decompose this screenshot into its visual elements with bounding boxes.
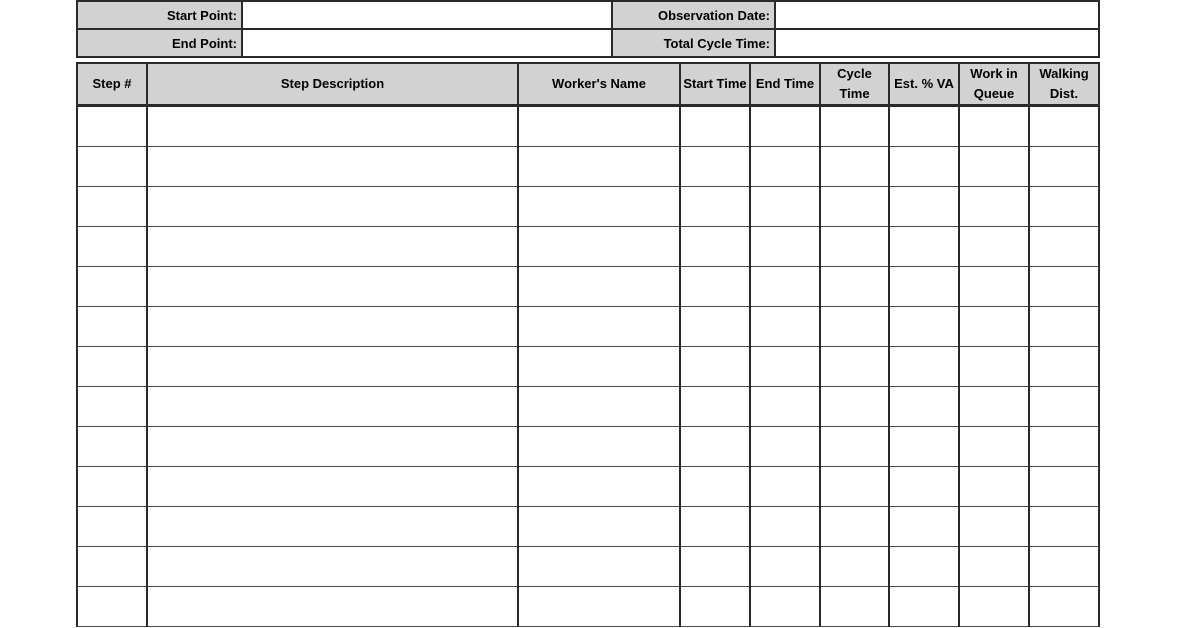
- table-cell-work-queue[interactable]: [959, 427, 1029, 467]
- table-cell-cycle-time[interactable]: [820, 147, 889, 187]
- table-cell-end-time[interactable]: [750, 507, 820, 547]
- table-cell-description[interactable]: [147, 307, 518, 347]
- table-cell-walking-dist[interactable]: [1029, 267, 1099, 307]
- table-cell-step[interactable]: [77, 387, 147, 427]
- table-cell-description[interactable]: [147, 427, 518, 467]
- table-cell-end-time[interactable]: [750, 547, 820, 587]
- table-row: [77, 387, 1099, 427]
- table-cell-est-va[interactable]: [889, 507, 959, 547]
- table-cell-est-va[interactable]: [889, 347, 959, 387]
- info-row-start: [77, 1, 1099, 29]
- table-cell-step[interactable]: [77, 147, 147, 187]
- table-cell-description[interactable]: [147, 347, 518, 387]
- table-row: [77, 267, 1099, 307]
- table-cell-start-time[interactable]: [680, 106, 750, 147]
- table-cell-worker[interactable]: [518, 427, 680, 467]
- end-point-label: End Point:: [77, 29, 242, 57]
- table-cell-walking-dist[interactable]: [1029, 347, 1099, 387]
- table-cell-walking-dist[interactable]: [1029, 587, 1099, 627]
- table-cell-cycle-time[interactable]: [820, 427, 889, 467]
- observation-date-label: Observation Date:: [612, 1, 775, 29]
- total-cycle-time-field[interactable]: [775, 29, 1099, 57]
- table-cell-description[interactable]: [147, 147, 518, 187]
- table-cell-end-time[interactable]: [750, 227, 820, 267]
- table-cell-worker[interactable]: [518, 147, 680, 187]
- table-cell-description[interactable]: [147, 467, 518, 507]
- table-cell-worker[interactable]: [518, 467, 680, 507]
- start-point-field[interactable]: [242, 1, 612, 29]
- table-cell-description[interactable]: [147, 387, 518, 427]
- info-row-end: [77, 29, 1099, 57]
- table-cell-description[interactable]: [147, 227, 518, 267]
- column-header-work-queue: Work in Queue: [959, 63, 1029, 106]
- table-cell-work-queue[interactable]: [959, 587, 1029, 627]
- table-cell-cycle-time[interactable]: [820, 587, 889, 627]
- table-cell-cycle-time[interactable]: [820, 187, 889, 227]
- table-cell-start-time[interactable]: [680, 187, 750, 227]
- table-cell-walking-dist[interactable]: [1029, 387, 1099, 427]
- table-cell-est-va[interactable]: [889, 227, 959, 267]
- table-cell-step[interactable]: [77, 587, 147, 627]
- table-row: [77, 106, 1099, 147]
- table-cell-step[interactable]: [77, 547, 147, 587]
- table-cell-start-time[interactable]: [680, 587, 750, 627]
- column-header-description: Step Description: [147, 63, 518, 106]
- table-cell-walking-dist[interactable]: [1029, 147, 1099, 187]
- table-cell-description[interactable]: [147, 587, 518, 627]
- table-cell-cycle-time[interactable]: [820, 307, 889, 347]
- observation-table: [76, 62, 1100, 627]
- table-cell-end-time[interactable]: [750, 187, 820, 227]
- table-row: [77, 467, 1099, 507]
- table-cell-end-time[interactable]: [750, 267, 820, 307]
- column-header-walking-dist: Walking Dist.: [1029, 63, 1099, 106]
- table-cell-work-queue[interactable]: [959, 387, 1029, 427]
- column-header-end-time: End Time: [750, 63, 820, 106]
- table-cell-start-time[interactable]: [680, 507, 750, 547]
- table-cell-work-queue[interactable]: [959, 267, 1029, 307]
- table-cell-cycle-time[interactable]: [820, 467, 889, 507]
- table-cell-step[interactable]: [77, 187, 147, 227]
- table-cell-work-queue[interactable]: [959, 467, 1029, 507]
- table-row: [77, 587, 1099, 627]
- table-cell-description[interactable]: [147, 106, 518, 147]
- column-header-est-va: Est. % VA: [889, 63, 959, 106]
- table-body: [77, 106, 1099, 627]
- table-row: [77, 147, 1099, 187]
- table-cell-est-va[interactable]: [889, 106, 959, 147]
- table-cell-est-va[interactable]: [889, 427, 959, 467]
- observation-date-field[interactable]: [775, 1, 1099, 29]
- table-cell-work-queue[interactable]: [959, 307, 1029, 347]
- header-info-table: [76, 0, 1100, 58]
- table-cell-worker[interactable]: [518, 507, 680, 547]
- table-cell-end-time[interactable]: [750, 587, 820, 627]
- table-header-row: [77, 63, 1099, 106]
- table-row: [77, 547, 1099, 587]
- table-cell-start-time[interactable]: [680, 307, 750, 347]
- table-cell-start-time[interactable]: [680, 547, 750, 587]
- table-cell-step[interactable]: [77, 347, 147, 387]
- table-cell-cycle-time[interactable]: [820, 547, 889, 587]
- table-row: [77, 227, 1099, 267]
- table-cell-work-queue[interactable]: [959, 347, 1029, 387]
- table-cell-step[interactable]: [77, 106, 147, 147]
- table-cell-worker[interactable]: [518, 106, 680, 147]
- table-cell-start-time[interactable]: [680, 347, 750, 387]
- column-header-cycle-time: Cycle Time: [820, 63, 889, 106]
- table-cell-end-time[interactable]: [750, 347, 820, 387]
- table-cell-work-queue[interactable]: [959, 106, 1029, 147]
- table-cell-start-time[interactable]: [680, 227, 750, 267]
- table-cell-end-time[interactable]: [750, 427, 820, 467]
- table-cell-cycle-time[interactable]: [820, 387, 889, 427]
- table-cell-est-va[interactable]: [889, 547, 959, 587]
- table-cell-step[interactable]: [77, 267, 147, 307]
- table-cell-work-queue[interactable]: [959, 187, 1029, 227]
- table-cell-end-time[interactable]: [750, 387, 820, 427]
- table-cell-walking-dist[interactable]: [1029, 547, 1099, 587]
- table-cell-end-time[interactable]: [750, 467, 820, 507]
- table-row: [77, 427, 1099, 467]
- table-cell-worker[interactable]: [518, 547, 680, 587]
- table-cell-step[interactable]: [77, 467, 147, 507]
- table-cell-walking-dist[interactable]: [1029, 106, 1099, 147]
- table-cell-walking-dist[interactable]: [1029, 427, 1099, 467]
- table-cell-est-va[interactable]: [889, 147, 959, 187]
- table-cell-walking-dist[interactable]: [1029, 467, 1099, 507]
- table-cell-est-va[interactable]: [889, 387, 959, 427]
- end-point-field[interactable]: [242, 29, 612, 57]
- table-cell-start-time[interactable]: [680, 467, 750, 507]
- table-cell-worker[interactable]: [518, 227, 680, 267]
- table-cell-start-time[interactable]: [680, 267, 750, 307]
- table-cell-cycle-time[interactable]: [820, 267, 889, 307]
- total-cycle-time-label: Total Cycle Time:: [612, 29, 775, 57]
- table-row: [77, 187, 1099, 227]
- table-cell-walking-dist[interactable]: [1029, 307, 1099, 347]
- table-cell-work-queue[interactable]: [959, 147, 1029, 187]
- table-cell-worker[interactable]: [518, 187, 680, 227]
- table-cell-walking-dist[interactable]: [1029, 227, 1099, 267]
- table-cell-work-queue[interactable]: [959, 507, 1029, 547]
- table-cell-est-va[interactable]: [889, 467, 959, 507]
- table-cell-walking-dist[interactable]: [1029, 507, 1099, 547]
- table-row: [77, 347, 1099, 387]
- table-cell-cycle-time[interactable]: [820, 227, 889, 267]
- column-header-step: Step #: [77, 63, 147, 106]
- table-cell-end-time[interactable]: [750, 106, 820, 147]
- table-cell-step[interactable]: [77, 507, 147, 547]
- table-cell-description[interactable]: [147, 187, 518, 227]
- table-cell-est-va[interactable]: [889, 267, 959, 307]
- table-cell-est-va[interactable]: [889, 587, 959, 627]
- table-cell-worker[interactable]: [518, 587, 680, 627]
- table-cell-worker[interactable]: [518, 387, 680, 427]
- table-cell-work-queue[interactable]: [959, 227, 1029, 267]
- table-cell-cycle-time[interactable]: [820, 106, 889, 147]
- table-row: [77, 307, 1099, 347]
- table-cell-start-time[interactable]: [680, 427, 750, 467]
- column-header-worker: Worker's Name: [518, 63, 680, 106]
- table-cell-step[interactable]: [77, 307, 147, 347]
- table-cell-step[interactable]: [77, 427, 147, 467]
- table-cell-work-queue[interactable]: [959, 547, 1029, 587]
- table-cell-worker[interactable]: [518, 347, 680, 387]
- start-point-label: Start Point:: [77, 1, 242, 29]
- table-cell-worker[interactable]: [518, 267, 680, 307]
- table-cell-start-time[interactable]: [680, 387, 750, 427]
- table-cell-worker[interactable]: [518, 307, 680, 347]
- table-cell-start-time[interactable]: [680, 147, 750, 187]
- table-cell-est-va[interactable]: [889, 307, 959, 347]
- column-header-start-time: Start Time: [680, 63, 750, 106]
- table-cell-cycle-time[interactable]: [820, 507, 889, 547]
- table-cell-walking-dist[interactable]: [1029, 187, 1099, 227]
- table-cell-description[interactable]: [147, 267, 518, 307]
- table-cell-description[interactable]: [147, 547, 518, 587]
- table-cell-description[interactable]: [147, 507, 518, 547]
- table-cell-step[interactable]: [77, 227, 147, 267]
- table-row: [77, 507, 1099, 547]
- table-cell-est-va[interactable]: [889, 187, 959, 227]
- observation-sheet: [76, 0, 1098, 627]
- table-cell-end-time[interactable]: [750, 147, 820, 187]
- table-cell-cycle-time[interactable]: [820, 347, 889, 387]
- table-cell-end-time[interactable]: [750, 307, 820, 347]
